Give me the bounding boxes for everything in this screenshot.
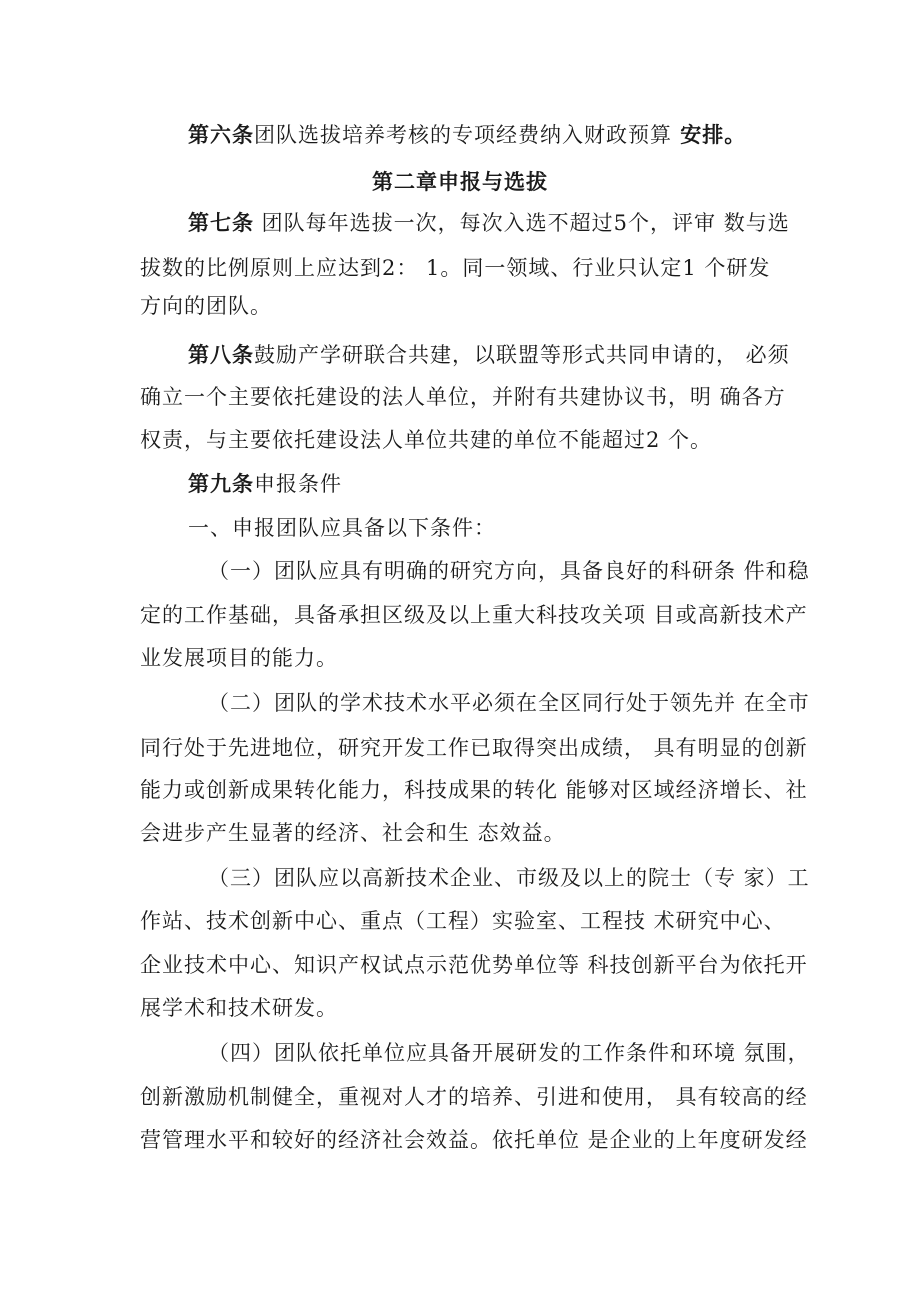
article-9-label: 第九条 xyxy=(188,472,254,496)
article-8-line-3: 权责，与主要依托建设法人单位共建的单位不能超过2 个。 xyxy=(140,428,713,452)
article-6-text: 团队选拔培养考核的专项经费纳入财政预算 xyxy=(254,123,672,147)
article-7-label: 第七条 xyxy=(188,211,254,235)
item-3-line-1: （三）团队应以高新技术企业、市级及以上的院士（专 家）工 xyxy=(208,866,810,890)
item-2-line-4: 会进步产生显著的经济、社会和生 态效益。 xyxy=(140,821,566,845)
item-3-line-4: 展学术和技术研发。 xyxy=(140,996,338,1020)
article-8-text-1: 鼓励产学研联合共建，以联盟等形式共同申请的， 必须 xyxy=(254,343,790,367)
article-8-line-2: 确立一个主要依托建设的法人单位，并附有共建协议书，明 确各方 xyxy=(140,385,786,409)
article-8-label: 第八条 xyxy=(188,343,254,367)
article-7-line-2: 拔数的比例原则上应达到2： 1。同一领域、行业只认定1 个研发 xyxy=(140,256,771,280)
section-1-title: 一、申报团队应具备以下条件： xyxy=(188,516,496,540)
item-1-line-1: （一）团队应具有明确的研究方向，具备良好的科研条 件和稳 xyxy=(208,559,810,583)
item-2-line-1: （二）团队的学术技术水平必须在全区同行处于领先并 在全市 xyxy=(208,691,810,715)
article-7-text-1: 团队每年选拔一次，每次入选不超过5个，评审 数与选 xyxy=(254,211,790,235)
article-9-text: 申报条件 xyxy=(254,472,342,496)
article-7-line-1 xyxy=(188,208,790,238)
item-1-line-2: 定的工作基础，具备承担区级及以上重大科技攻关项 目或高新技术产 xyxy=(140,603,808,627)
item-4-line-3: 营管理水平和较好的经济社会效益。依托单位 是企业的上年度研发经 xyxy=(140,1128,808,1152)
item-2-line-3: 能力或创新成果转化能力，科技成果的转化 能够对区域经济增长、社 xyxy=(140,778,808,802)
article-9-line xyxy=(188,469,790,499)
item-2-line-2: 同行处于先进地位，研究开发工作已取得突出成绩， 具有明显的创新 xyxy=(140,736,808,760)
item-4-line-1: （四）团队依托单位应具备开展研发的工作条件和环境 氛围， xyxy=(208,1041,810,1065)
chapter-2-heading: 第二章申报与选拔 xyxy=(372,170,548,194)
article-6-paragraph xyxy=(188,120,790,150)
article-7-line-3: 方向的团队。 xyxy=(140,294,272,318)
item-3-line-2: 作站、技术创新中心、重点（工程）实验室、工程技 术研究中心、 xyxy=(140,909,786,933)
article-8-line-1 xyxy=(188,340,790,370)
item-1-line-3: 业发展项目的能力。 xyxy=(140,646,338,670)
item-3-line-3: 企业技术中心、知识产权试点示范优势单位等 科技创新平台为依托开 xyxy=(140,953,808,977)
article-6-label: 第六条 xyxy=(188,123,254,147)
item-4-line-2: 创新激励机制健全，重视对人才的培养、引进和使用， 具有较高的经 xyxy=(140,1085,808,1109)
article-6-tail: 安排。 xyxy=(672,123,747,147)
